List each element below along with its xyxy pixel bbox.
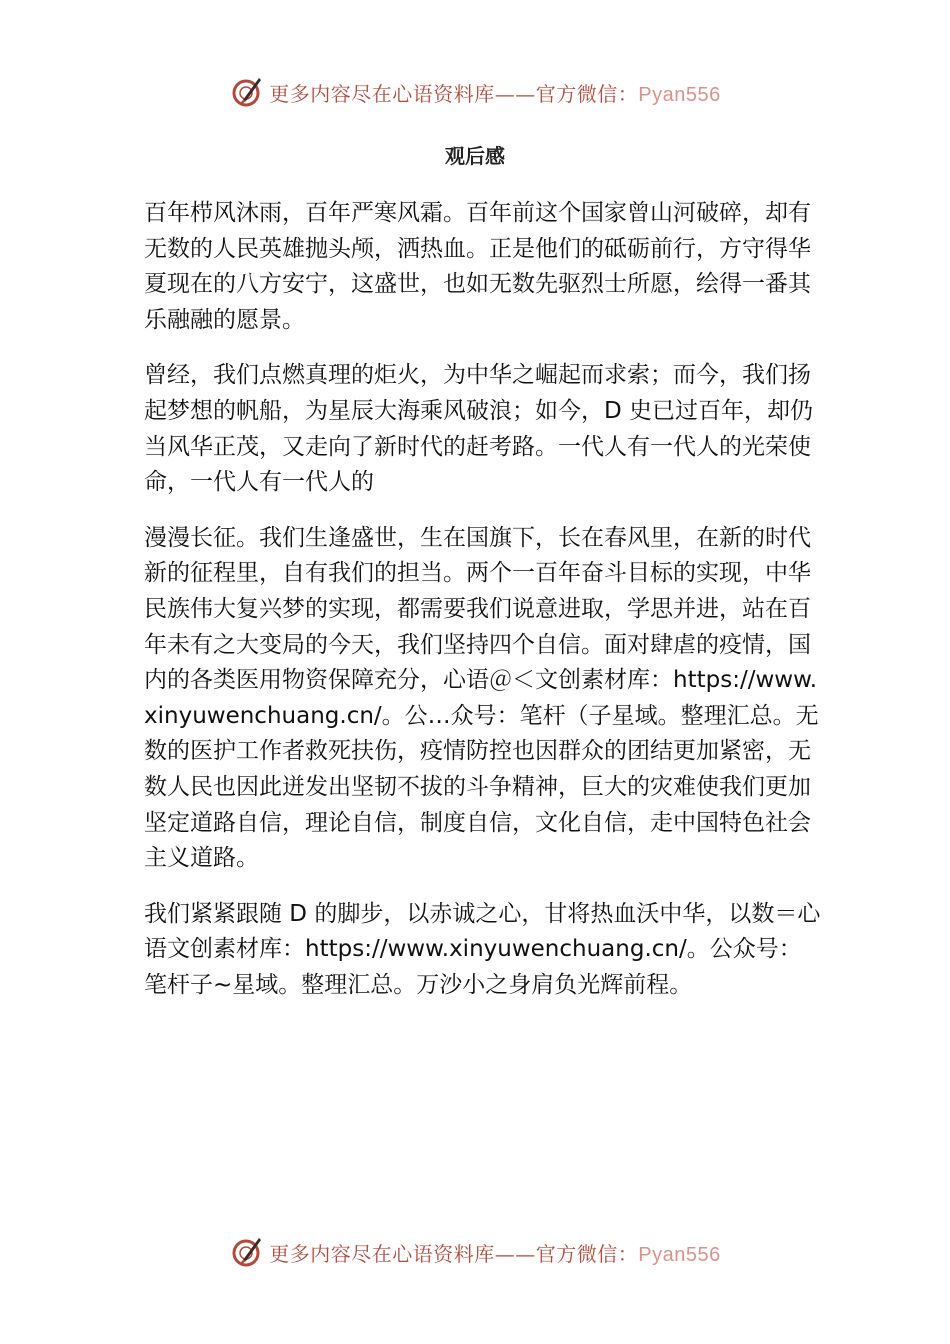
quill-logo-icon bbox=[229, 1234, 265, 1270]
quill-logo-icon bbox=[229, 74, 265, 110]
footer-banner-text bbox=[269, 1238, 720, 1267]
footer-wechat-label: 官方微信： bbox=[535, 1241, 639, 1266]
header-banner bbox=[0, 72, 950, 112]
footer-separator: —— bbox=[494, 1241, 536, 1266]
paragraph-1: 百年栉风沐雨，百年严寒风霜。百年前这个国家曾山河破碎，却有无数的人民英雄抛头颅，洒热血。正是他们的砥砺前行，方守得华夏现在的八方安宁，这盛世，也如无数先驱烈士所愿，绘得一番其乐融融的愿景。 bbox=[144, 200, 811, 333]
paragraph-4: 我们紧紧跟随 D 的脚步，以赤诚之心，甘将热血沃中华，以数＝心语文创素材库：https://www.xinyuwenchuang.cn/。公众号：笔杆子~星域。整理汇总。万沙小之身肩负光辉前程。 bbox=[144, 900, 821, 998]
footer-banner bbox=[0, 1232, 950, 1272]
footer-site-text: 更多内容尽在心语资料库 bbox=[269, 1241, 495, 1266]
header-separator: —— bbox=[494, 81, 536, 106]
document-body bbox=[144, 196, 822, 1023]
paragraph-3: 漫漫长征。我们生逢盛世，生在国旗下，长在春风里，在新的时代新的征程里，自有我们的担当。两个一百年奋斗目标的实现，中华民族伟大复兴梦的实现，都需要我们说意进取，学思并进，站在百年未有之大变局的今天，我们坚持四个自信。面对肆虐的疫情，国内的各类医用物资保障充分，心语＠＜文创素材库：https://www.xinyuwenchuang.cn/。公…众号：笔杆（子星域。整理汇总。无数的医护工作者救死扶伤，疫情防控也因群众的团结更加紧密，无数人民也因此迸发出坚韧不拔的斗争精神，巨大的灾难使我们更加坚定道路自信，理论自信，制度自信，文化自信，走中国特色社会主义道路。 bbox=[144, 524, 819, 872]
header-wechat-label: 官方微信： bbox=[535, 81, 639, 106]
page-title: 观后感 bbox=[445, 144, 505, 168]
header-wechat-id: Pyan556 bbox=[638, 83, 721, 106]
header-site-text: 更多内容尽在心语资料库 bbox=[269, 81, 495, 106]
header-banner-text bbox=[269, 78, 720, 107]
paragraph-2: 曾经，我们点燃真理的炬火，为中华之崛起而求索；而今，我们扬起梦想的帆船，为星辰大海乘风破浪；如今，D 史已过百年，却仍当风华正茂，又走向了新时代的赶考路。一代人有一代人的光荣使命，一代人有一代人的 bbox=[144, 362, 814, 496]
footer-wechat-id: Pyan556 bbox=[638, 1243, 721, 1266]
